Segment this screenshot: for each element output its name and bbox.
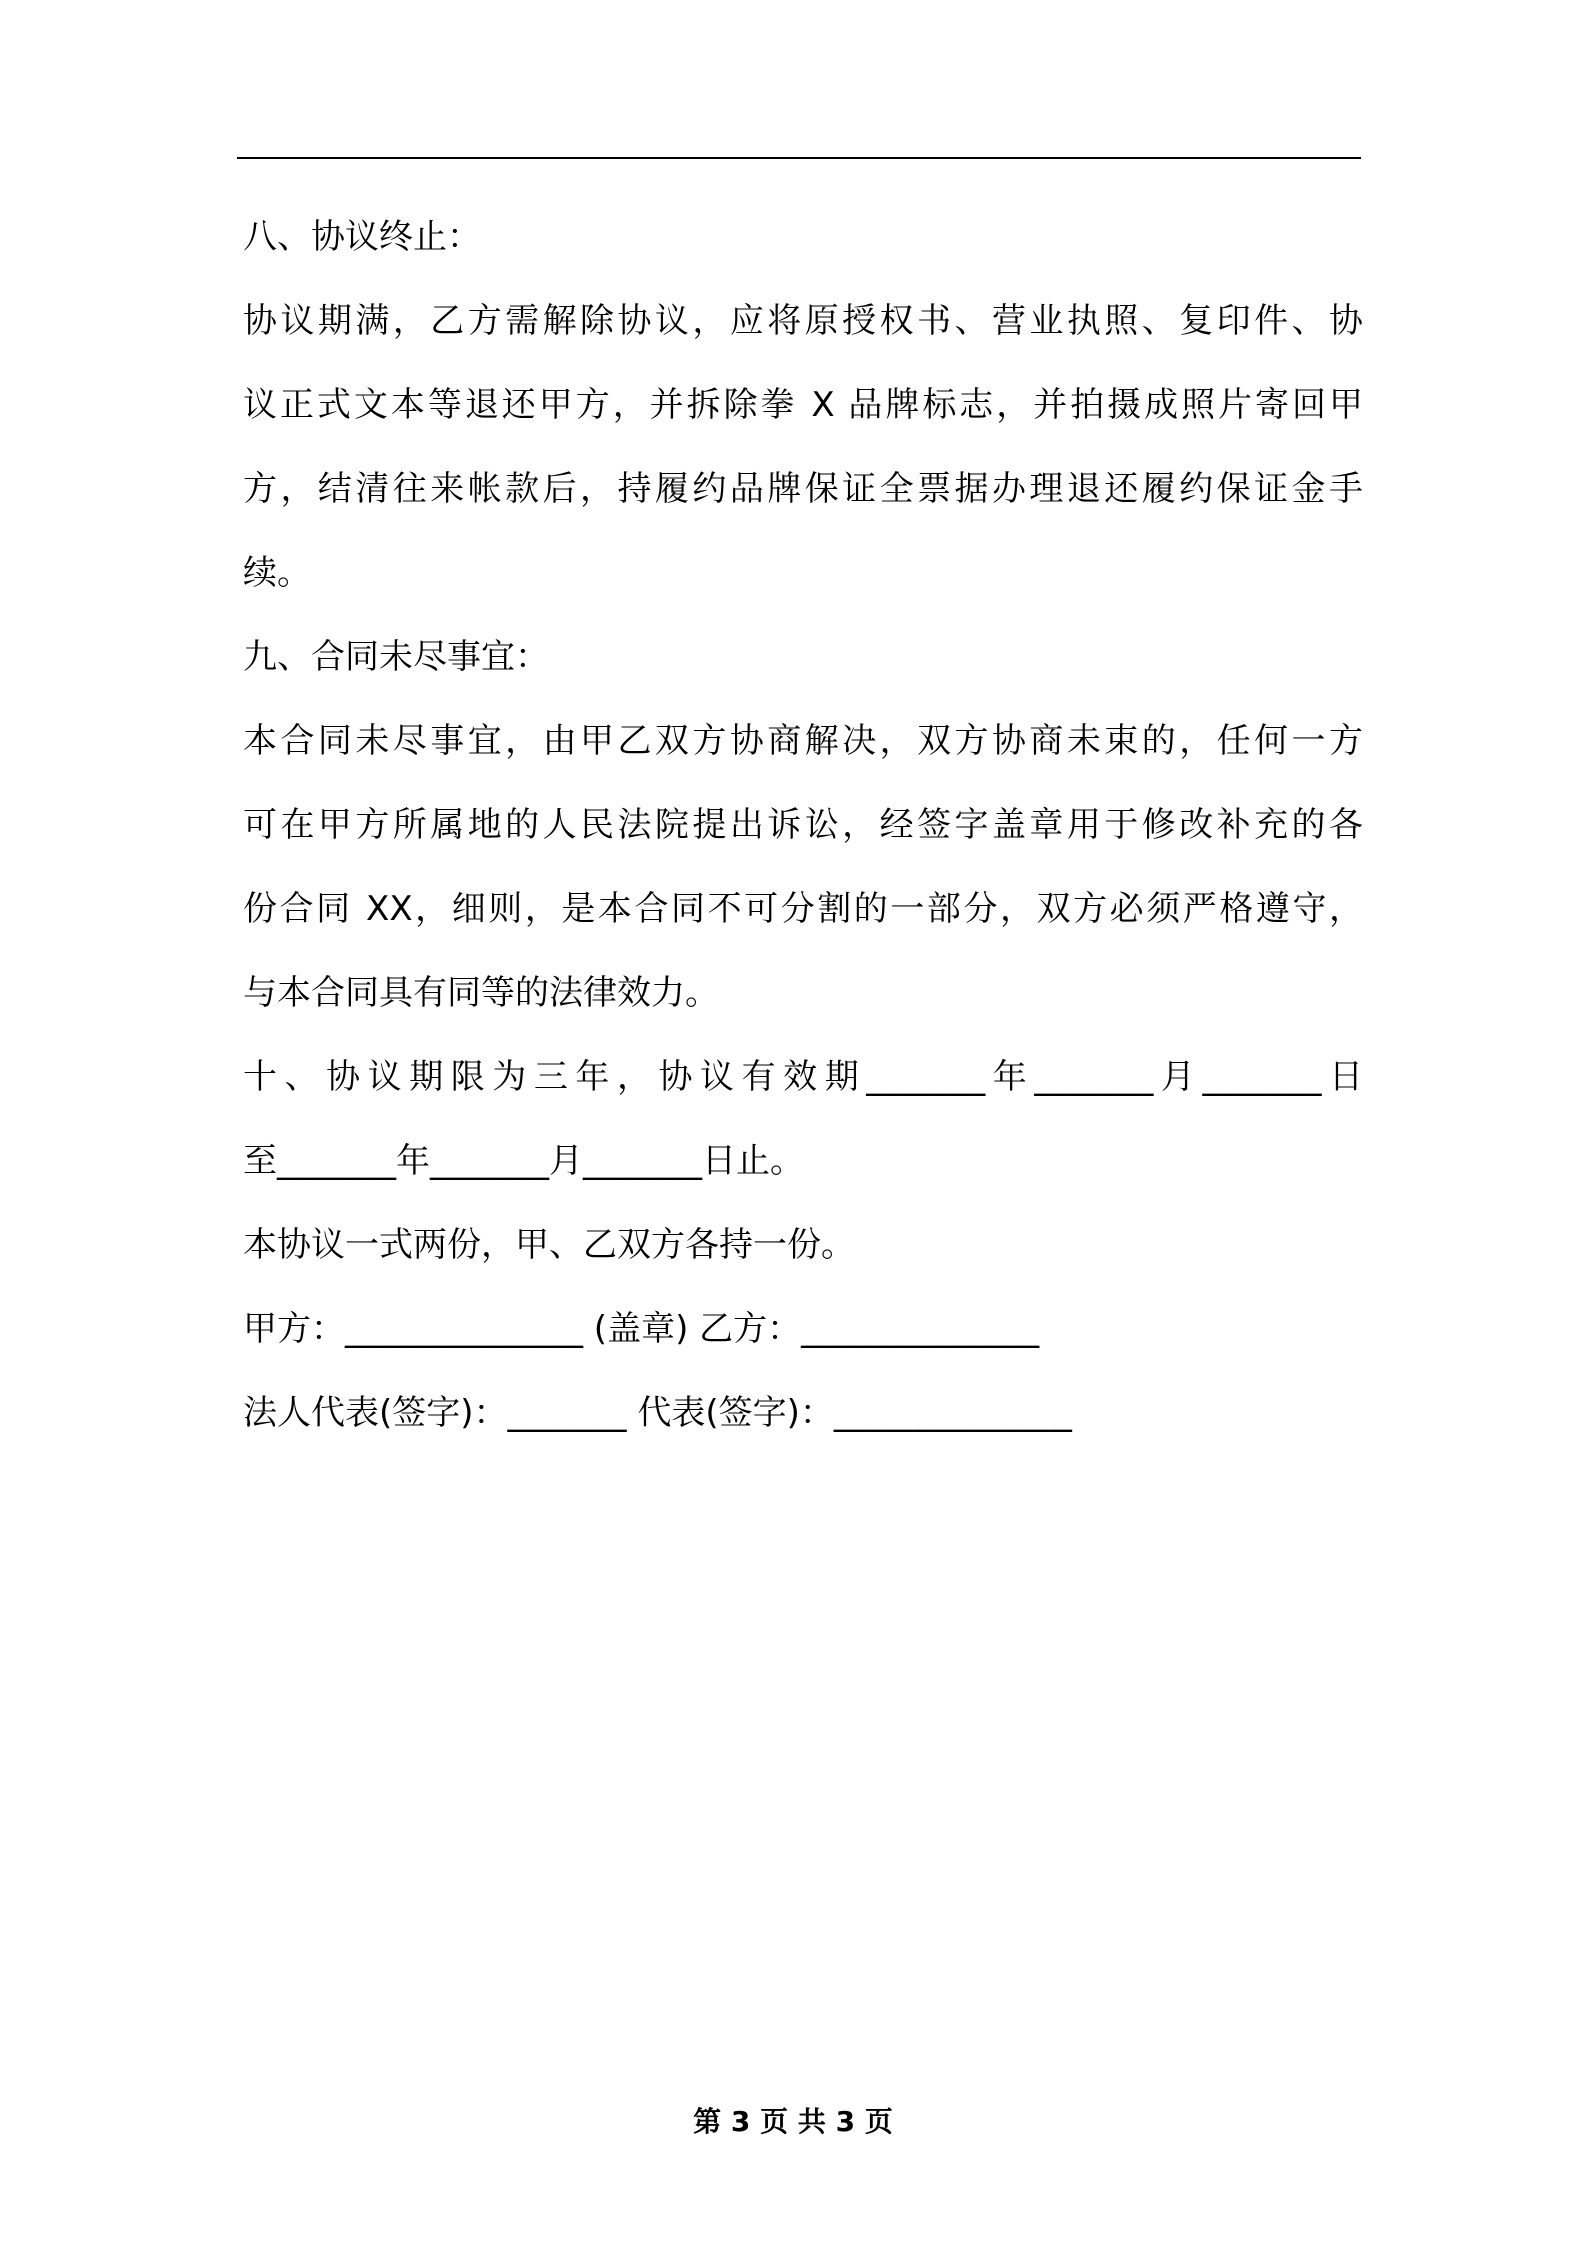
section-8-paragraph-line: 议正式文本等退还甲方，并拆除拳 X 品牌标志，并拍摄成照片寄回甲 bbox=[243, 385, 1363, 425]
section-10-term-line: 至_______年_______月_______日止。 bbox=[243, 1141, 804, 1181]
signature-line-representatives: 法人代表(签字)：_______ 代表(签字)：______________ bbox=[243, 1393, 1072, 1433]
copies-statement: 本协议一式两份，甲、乙双方各持一份。 bbox=[243, 1225, 855, 1265]
section-8-paragraph-line: 协议期满，乙方需解除协议，应将原授权书、营业执照、复印件、协 bbox=[243, 301, 1363, 341]
section-9-paragraph-line: 可在甲方所属地的人民法院提出诉讼，经签字盖章用于修改补充的各 bbox=[243, 805, 1363, 845]
section-9-paragraph-line: 本合同未尽事宜，由甲乙双方协商解决，双方协商未束的，任何一方 bbox=[243, 721, 1363, 761]
document-body bbox=[243, 195, 1363, 1455]
section-9-heading: 九、合同未尽事宜： bbox=[243, 637, 549, 677]
section-10-term-line: 十、协议期限为三年，协议有效期_______年_______月_______日 bbox=[243, 1057, 1363, 1097]
section-8-paragraph-line: 续。 bbox=[243, 553, 311, 593]
section-8-heading: 八、协议终止： bbox=[243, 217, 481, 257]
page-number-footer: 第 3 页 共 3 页 bbox=[693, 2105, 893, 2138]
section-9-paragraph-line: 份合同 XX，细则，是本合同不可分割的一部分，双方必须严格遵守， bbox=[243, 889, 1363, 929]
signature-line-parties: 甲方：______________ (盖章) 乙方：______________ bbox=[243, 1309, 1040, 1349]
section-9-paragraph-line: 与本合同具有同等的法律效力。 bbox=[243, 973, 719, 1013]
header-rule bbox=[237, 157, 1361, 159]
section-8-paragraph-line: 方，结清往来帐款后，持履约品牌保证全票据办理退还履约保证金手 bbox=[243, 469, 1363, 509]
